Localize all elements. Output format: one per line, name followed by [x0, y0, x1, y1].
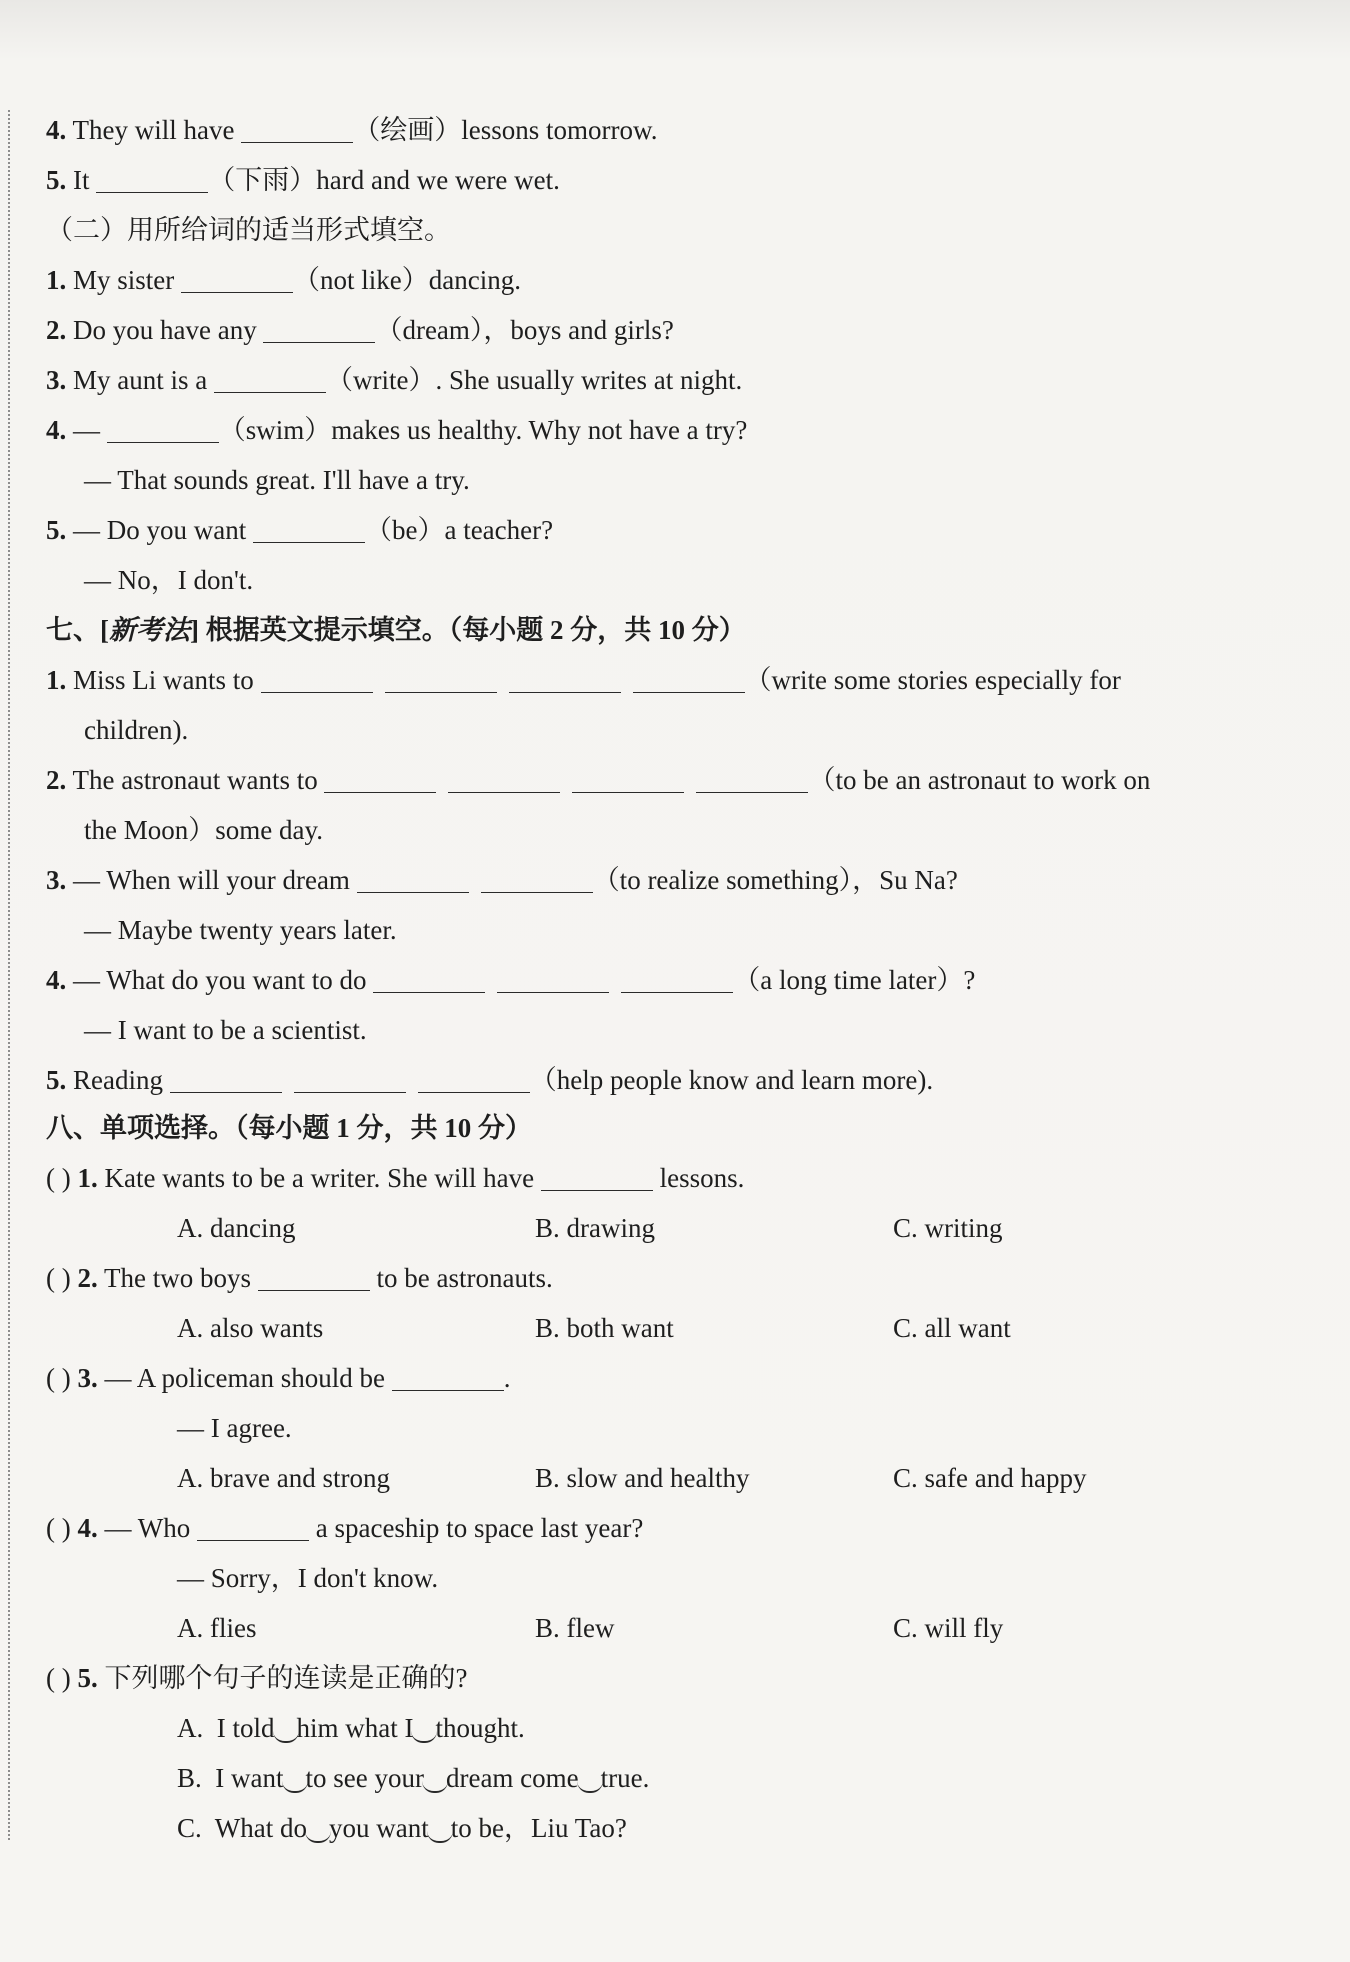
question-text: It	[73, 165, 90, 195]
question-text: a spaceship to space last year?	[315, 1513, 644, 1543]
option-text: you want	[329, 1813, 429, 1843]
answer-blank[interactable]	[418, 1065, 530, 1093]
option-text: him what I	[296, 1713, 414, 1743]
question-number: 4.	[77, 1513, 98, 1543]
option-label: C.	[177, 1813, 202, 1843]
question-line	[46, 1060, 933, 1100]
answer-blank[interactable]	[509, 665, 621, 693]
answer-blank[interactable]	[214, 365, 326, 393]
question-continuation: the Moon）some day.	[84, 815, 323, 845]
question-text: Kate wants to be a writer. She will have	[104, 1163, 535, 1193]
question-line	[46, 760, 1150, 800]
option-text: to see your	[305, 1763, 424, 1793]
dialogue-reply: — No，I don't.	[84, 565, 254, 595]
answer-blank[interactable]	[324, 765, 436, 793]
choice-question	[46, 1158, 744, 1198]
answer-bracket[interactable]: ( )	[46, 1363, 71, 1393]
option-b[interactable]: B. flew	[535, 1613, 615, 1643]
option-text: What do	[214, 1813, 308, 1843]
answer-bracket[interactable]: ( )	[46, 1663, 71, 1693]
choice-question	[46, 1658, 467, 1698]
option-c[interactable]: C. writing	[893, 1213, 1003, 1243]
question-text: They will have	[72, 115, 235, 145]
question-number: 4.	[46, 965, 67, 995]
answer-blank[interactable]	[197, 1513, 309, 1541]
question-text: （a long time later）?	[733, 965, 976, 995]
option-text: I want	[215, 1763, 284, 1793]
option-a[interactable]: A. flies	[177, 1613, 257, 1643]
option-text: thought.	[435, 1713, 525, 1743]
question-text: The two boys	[104, 1263, 251, 1293]
option-text: to be，Liu Tao?	[450, 1813, 627, 1843]
question-text: My sister	[73, 265, 175, 295]
binding-margin-line	[8, 110, 10, 1840]
liaison-mark-icon	[305, 1831, 331, 1843]
question-text: My aunt is a	[73, 365, 208, 395]
question-text: — When will your dream	[73, 865, 350, 895]
choice-question	[46, 1358, 510, 1398]
question-text: （dream），boys and girls?	[375, 315, 674, 345]
question-number: 5.	[46, 1065, 67, 1095]
question-text: （to be an astronaut to work on	[808, 765, 1151, 795]
option-text: I told	[216, 1713, 275, 1743]
answer-blank[interactable]	[633, 665, 745, 693]
answer-blank[interactable]	[96, 165, 208, 193]
sub-heading: （二）用所给词的适当形式填空。	[46, 215, 451, 245]
option-b[interactable]: B. slow and healthy	[535, 1463, 750, 1493]
dialogue-reply: — Maybe twenty years later.	[84, 915, 397, 945]
question-line	[46, 260, 521, 300]
question-text: 下列哪个句子的连读是正确的?	[104, 1663, 468, 1693]
option-b[interactable]	[177, 1758, 649, 1798]
question-line	[46, 160, 560, 200]
question-number: 3.	[77, 1363, 98, 1393]
question-text: .	[503, 1363, 511, 1393]
question-line	[46, 960, 975, 1000]
question-line	[46, 360, 742, 400]
question-text: lessons.	[659, 1163, 745, 1193]
question-text: to be astronauts.	[376, 1263, 553, 1293]
choice-question	[46, 1258, 553, 1298]
question-text: （not like）dancing.	[293, 265, 521, 295]
liaison-mark-icon	[273, 1731, 299, 1743]
question-line	[46, 110, 657, 150]
question-continuation: children).	[84, 715, 189, 745]
answer-blank[interactable]	[107, 415, 219, 443]
question-text: Reading	[73, 1065, 163, 1095]
question-text: — Do you want	[73, 515, 247, 545]
question-line	[46, 860, 958, 900]
dialogue-reply: — That sounds great. I'll have a try.	[84, 465, 470, 495]
question-number: 3.	[46, 365, 67, 395]
option-label: A.	[177, 1713, 204, 1743]
choice-question	[46, 1508, 643, 1548]
question-number: 5.	[77, 1663, 98, 1693]
question-number: 2.	[77, 1263, 98, 1293]
liaison-mark-icon	[411, 1731, 437, 1743]
question-text: Do you have any	[73, 315, 257, 345]
question-number: 4.	[46, 115, 67, 145]
section-heading: 八、单项选择。（每小题 1 分，共 10 分）	[46, 1113, 532, 1143]
dialogue-reply: — I agree.	[177, 1413, 292, 1443]
answer-blank[interactable]	[696, 765, 808, 793]
liaison-mark-icon	[577, 1781, 603, 1793]
question-number: 3.	[46, 865, 67, 895]
answer-blank[interactable]	[541, 1163, 653, 1191]
answer-blank[interactable]	[253, 515, 365, 543]
option-a[interactable]	[177, 1708, 525, 1748]
answer-blank[interactable]	[448, 765, 560, 793]
liaison-mark-icon	[427, 1831, 453, 1843]
question-text: （下雨）hard and we were wet.	[208, 165, 560, 195]
question-text: （swim）makes us healthy. Why not have a try?	[218, 415, 748, 445]
liaison-mark-icon	[422, 1781, 448, 1793]
option-c[interactable]: C. all want	[893, 1313, 1011, 1343]
option-c[interactable]: C. safe and happy	[893, 1463, 1087, 1493]
answer-blank[interactable]	[357, 865, 469, 893]
option-text: dream come	[445, 1763, 579, 1793]
question-text: （绘画）lessons tomorrow.	[353, 115, 658, 145]
answer-blank[interactable]	[481, 865, 593, 893]
question-text: （be）a teacher?	[364, 515, 554, 545]
option-label: B.	[177, 1763, 202, 1793]
question-text: —	[73, 415, 100, 445]
answer-blank[interactable]	[373, 965, 485, 993]
question-line	[46, 310, 674, 350]
answer-blank[interactable]	[261, 665, 373, 693]
question-number: 2.	[46, 765, 67, 795]
question-text: （write）. She usually writes at night.	[326, 365, 743, 395]
question-text: （write some stories especially for	[744, 665, 1121, 695]
question-number: 5.	[46, 515, 67, 545]
dialogue-reply: — Sorry，I don't know.	[177, 1563, 439, 1593]
question-number: 4.	[46, 415, 67, 445]
answer-bracket[interactable]: ( )	[46, 1513, 71, 1543]
option-c[interactable]: C. will fly	[893, 1613, 1004, 1643]
option-a[interactable]: A. also wants	[177, 1313, 324, 1343]
question-text: （help people know and learn more).	[529, 1065, 934, 1095]
option-c[interactable]	[177, 1808, 627, 1848]
question-text: Miss Li wants to	[73, 665, 254, 695]
question-number: 1.	[46, 265, 67, 295]
answer-blank[interactable]	[263, 315, 375, 343]
answer-blank[interactable]	[170, 1065, 282, 1093]
question-line	[46, 660, 1121, 700]
answer-blank[interactable]	[385, 665, 497, 693]
question-line	[46, 510, 553, 550]
question-text: — A policeman should be	[104, 1363, 385, 1393]
answer-blank[interactable]	[294, 1065, 406, 1093]
answer-blank[interactable]	[392, 1363, 504, 1391]
question-text: — Who	[104, 1513, 191, 1543]
new-method-tag: 新考法	[109, 615, 190, 645]
answer-blank[interactable]	[621, 965, 733, 993]
answer-blank[interactable]	[241, 115, 353, 143]
option-text: true.	[600, 1763, 650, 1793]
option-b[interactable]: B. both want	[535, 1313, 674, 1343]
answer-blank[interactable]	[497, 965, 609, 993]
answer-bracket[interactable]: ( )	[46, 1263, 71, 1293]
question-text: — What do you want to do	[73, 965, 367, 995]
question-text: The astronaut wants to	[72, 765, 318, 795]
answer-blank[interactable]	[572, 765, 684, 793]
heading-text: 七、[	[46, 615, 109, 645]
question-number: 1.	[77, 1163, 98, 1193]
section-heading	[46, 610, 746, 650]
answer-bracket[interactable]: ( )	[46, 1163, 71, 1193]
question-number: 2.	[46, 315, 67, 345]
option-a[interactable]: A. dancing	[177, 1213, 296, 1243]
question-number: 5.	[46, 165, 67, 195]
answer-blank[interactable]	[181, 265, 293, 293]
liaison-mark-icon	[282, 1781, 308, 1793]
option-b[interactable]: B. drawing	[535, 1213, 655, 1243]
answer-blank[interactable]	[258, 1263, 370, 1291]
option-a[interactable]: A. brave and strong	[177, 1463, 390, 1493]
dialogue-reply: — I want to be a scientist.	[84, 1015, 367, 1045]
question-text: （to realize something），Su Na?	[592, 865, 958, 895]
question-line	[46, 410, 747, 450]
heading-text: ] 根据英文提示填空。（每小题 2 分，共 10 分）	[190, 615, 746, 645]
question-number: 1.	[46, 665, 67, 695]
